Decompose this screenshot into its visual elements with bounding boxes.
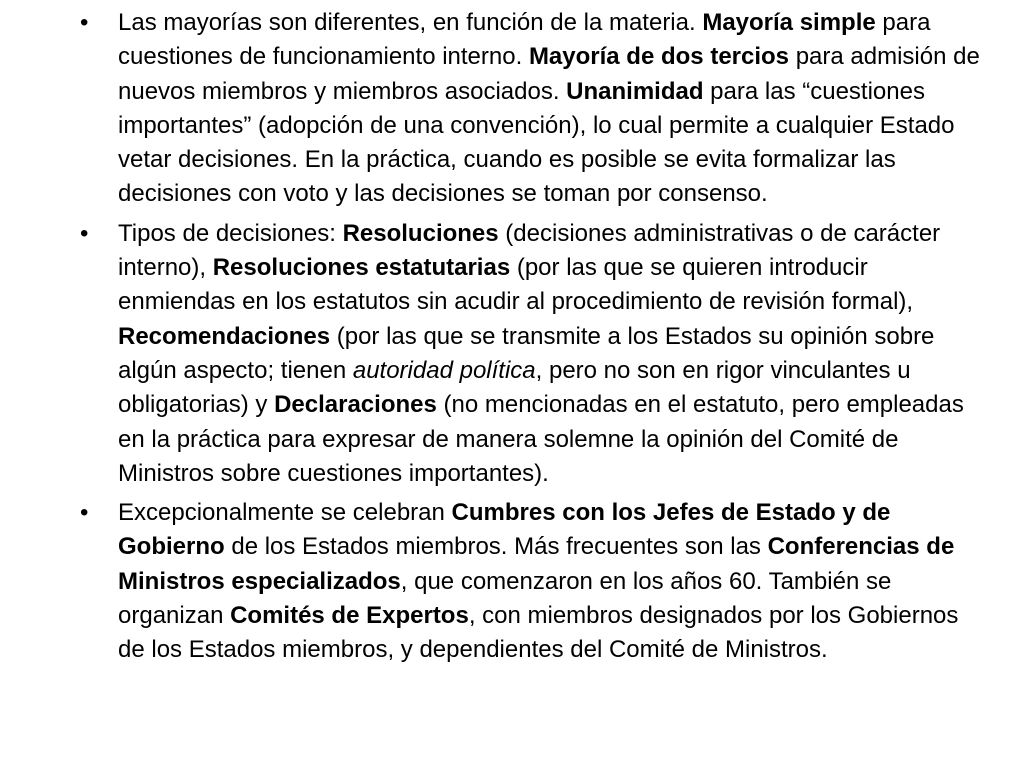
bullet-list	[80, 6, 984, 668]
bold-text-run: Resoluciones	[342, 219, 499, 247]
bullet-item	[80, 6, 984, 212]
bold-text-run: Unanimidad	[566, 77, 704, 105]
text-run: de los Estados miembros. Más frecuentes son las	[224, 533, 768, 561]
bullet-item	[80, 496, 984, 667]
bold-text-run: Comités de Expertos	[230, 602, 469, 630]
text-run: , que comenzaron en los años 60. También se organizan	[118, 567, 892, 630]
bold-text-run: Declaraciones	[274, 391, 437, 419]
text-run: , con miembros designados por los Gobiernos de los Estados miembros, y dependientes del Comité de Ministros.	[118, 602, 959, 664]
text-run: para admisión de nuevos miembros y miembros asociados.	[118, 43, 980, 105]
bullet-text	[118, 220, 964, 487]
bullet-marker: •	[80, 499, 89, 527]
text-run: Excepcionalmente se celebran	[118, 499, 452, 527]
bold-text-run: Resoluciones estatutarias	[212, 254, 511, 282]
text-run: para las “cuestiones importantes” (adopción de una convención), lo cual permite a cualquier Estado vetar decisiones. En la práctica, cuando es posible se evita formalizar las decisiones con voto y las decisiones se toman por consenso.	[118, 77, 955, 208]
text-run: (por las que se quieren introducir enmiendas en los estatutos sin acudir al procedimiento de revisión formal),	[118, 254, 914, 316]
italic-text-run: autoridad política	[352, 356, 536, 384]
bullet-text	[118, 499, 958, 663]
text-run: Las mayorías son diferentes, en función de la materia.	[118, 9, 703, 36]
bold-text-run: Mayoría simple	[702, 9, 876, 36]
bullet-item	[80, 217, 984, 491]
bold-text-run: Recomendaciones	[118, 322, 331, 350]
bullet-text	[118, 9, 980, 207]
text-run: (decisiones administrativas o de carácter interno),	[118, 219, 941, 282]
text-run: (no mencionadas en el estatuto, pero empleadas en la práctica para expresar de manera solemne la opinión del Comité de Ministros sobre cuestiones importantes).	[118, 391, 964, 487]
bullet-marker: •	[80, 9, 89, 36]
bold-text-run: Cumbres con los Jefes de Estado y de Gobierno	[118, 499, 891, 561]
bullet-marker: •	[80, 219, 89, 247]
bold-text-run: Mayoría de dos tercios	[528, 43, 790, 71]
text-run: para cuestiones de funcionamiento interno.	[118, 9, 931, 71]
text-run: Tipos de decisiones:	[118, 219, 343, 247]
text-run: , pero no son en rigor vinculantes u obligatorias) y	[118, 356, 911, 419]
bold-text-run: Conferencias de Ministros especializados	[118, 533, 955, 595]
text-run: (por las que se transmite a los Estados su opinión sobre algún aspecto; tienen	[118, 322, 935, 384]
